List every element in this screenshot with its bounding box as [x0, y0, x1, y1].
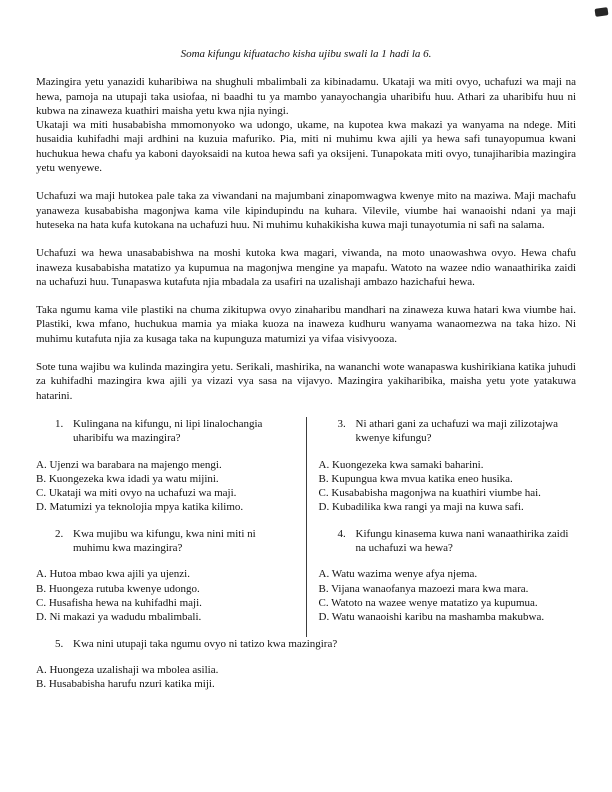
question-3-options — [319, 458, 577, 515]
instruction-title: Soma kifungu kifuatacho kisha ujibu swali la 1 hadi la 6. — [180, 48, 432, 60]
question-4 — [319, 527, 577, 556]
question-2-text: Kwa mujibu wa kifungu, kwa nini miti ni muhimu kwa mazingira? — [73, 527, 256, 555]
question-3-text: Ni athari gani za uchafuzi wa maji zilizotajwa kwenye kifungu? — [355, 417, 558, 445]
question-1-option-b: B. Kuongezeka kwa idadi ya watu mijini. — [36, 472, 219, 485]
passage-paragraph-5: Taka ngumu kama vile plastiki na chuma zikitupwa ovyo zinaharibu mandhari na zinaweza kuwa hatari kwa viumbe hai. Plastiki, kwa mfano, huchukua mamia ya miaka kuoza na inaweza kudhuru wanyama wanaomezwa na taka hizo. Ni muhimu kutafuta njia za kusaga taka na kupunguza matumizi ya vifaa visivyooza. — [36, 304, 576, 345]
question-3-option-d: D. Kubadilika kwa rangi ya maji na kuwa safi. — [318, 501, 524, 514]
question-1-options — [36, 458, 294, 515]
passage-paragraph-1: Mazingira yetu yanazidi kuharibiwa na shughuli mbalimbali za kibinadamu. Ukataji wa miti ovyo, uchafuzi wa maji na hewa, pamoja na utupaji taka usiofaa, ni baadhi tu ya mambo yanayochangia uharibifu huu. Athari za uharibifu huu ni kubwa na zinaweza kuathiri maisha yetu kwa njia nyingi. — [36, 76, 576, 117]
question-2-option-a: A. Hutoa mbao kwa ajili ya ujenzi. — [36, 568, 190, 581]
question-4-option-a: A. Watu wazima wenye afya njema. — [318, 568, 478, 581]
question-3-option-a: A. Kuongezeka kwa samaki baharini. — [318, 458, 484, 471]
question-1 — [36, 417, 294, 446]
questions-two-column-section — [36, 417, 576, 637]
question-2 — [36, 527, 294, 556]
question-1-text: Kulingana na kifungu, ni lipi linalochangia uharibifu wa mazingira? — [73, 417, 263, 445]
passage-paragraph-3: Uchafuzi wa maji hutokea pale taka za viwandani na majumbani zinapomwagwa kwenye mito na maziwa. Maji machafu yanaweza kusababisha magonjwa kama vile kipindupindu na kuhara. Vilevile, viumbe hai wanaoishi ndani ya maji huteseka na hata kufa kutokana na uchafuzi huu. Ni muhimu kuhakikisha kuwa maji tunayotumia ni safi na salama. — [36, 190, 576, 231]
question-2-options — [36, 567, 294, 624]
question-1-option-a: A. Ujenzi wa barabara na majengo mengi. — [36, 458, 222, 471]
questions-right-column — [307, 417, 577, 637]
passage-paragraph-6: Sote tuna wajibu wa kulinda mazingira yetu. Serikali, mashirika, na wananchi wote wanapaswa kushirikiana katika juhudi za kuhifadhi mazingira kwa ajili ya vizazi vya sasa na vijavyo. Mazingira yakiharibika, maisha yetu yote yatakuwa hatarini. — [36, 361, 576, 402]
question-3 — [319, 417, 577, 446]
question-3-number: 3. — [337, 417, 346, 430]
question-2-option-b: B. Huongeza rutuba kwenye udongo. — [36, 582, 200, 595]
reading-passage — [36, 75, 576, 403]
question-2-option-d: D. Ni makazi ya wadudu mbalimbali. — [36, 611, 202, 624]
question-4-options — [319, 567, 577, 624]
passage-paragraph-4: Uchafuzi wa hewa unasababishwa na moshi kutoka kwa magari, viwanda, na moto unaowashwa ovyo. Hewa chafu inaweza kusababisha matatizo ya kupumua na magonjwa mengine ya mapafu. Watoto na wazee ndio wanaathirika zaidi na uchafuzi huu. Tunapaswa kutafuta njia mbadala za usafiri na uzalishaji ambazo hazichafui hewa. — [36, 247, 576, 288]
question-3-option-b: B. Kupungua kwa mvua katika eneo husika. — [318, 472, 513, 485]
questions-left-column — [36, 417, 306, 637]
question-5-number: 5. — [55, 637, 64, 650]
question-4-option-c: C. Watoto na wazee wenye matatizo ya kupumua. — [318, 596, 538, 609]
question-1-number: 1. — [55, 417, 64, 430]
question-5-text: Kwa nini utupaji taka ngumu ovyo ni tatizo kwa mazingira? — [73, 637, 338, 650]
question-5-option-a: A. Huongeza uzalishaji wa mbolea asilia. — [36, 663, 219, 676]
question-2-option-c: C. Husafisha hewa na kuhifadhi maji. — [36, 596, 202, 609]
question-3-option-c: C. Kusababisha magonjwa na kuathiri viumbe hai. — [318, 487, 541, 500]
question-5-options — [36, 663, 576, 692]
question-4-option-b: B. Vijana wanaofanya mazoezi mara kwa mara. — [318, 582, 529, 595]
question-1-option-c: C. Ukataji wa miti ovyo na uchafuzi wa maji. — [36, 487, 237, 500]
question-4-text: Kifungu kinasema kuwa nani wanaathirika zaidi na uchafuzi wa hewa? — [355, 527, 569, 555]
question-2-number: 2. — [55, 527, 64, 540]
question-5 — [36, 637, 576, 651]
passage-paragraph-2: Ukataji wa miti husababisha mmomonyoko wa udongo, ukame, na kupotea kwa makazi ya wanyama na ndege. Miti husaidia kuhifadhi maji ardhini na kuzuia mafuriko. Pia, miti ni muhimu kwa ajili ya hewa safi tunayopumua kwani huchukua hewa chafu ya kaboni dayoksaidi na kutoa hewa safi ya oksijeni. Tunapokata miti ovyo, tunajiharibia mazingira yetu wenyewe. — [36, 119, 576, 175]
corner-ink-mark — [595, 7, 609, 17]
question-4-number: 4. — [337, 527, 346, 540]
question-1-option-d: D. Matumizi ya teknolojia mpya katika kilimo. — [36, 501, 244, 514]
question-5-option-b: B. Husababisha harufu nzuri katika miji. — [36, 678, 215, 691]
question-4-option-d: D. Watu wanaoishi karibu na mashamba makubwa. — [318, 611, 545, 624]
